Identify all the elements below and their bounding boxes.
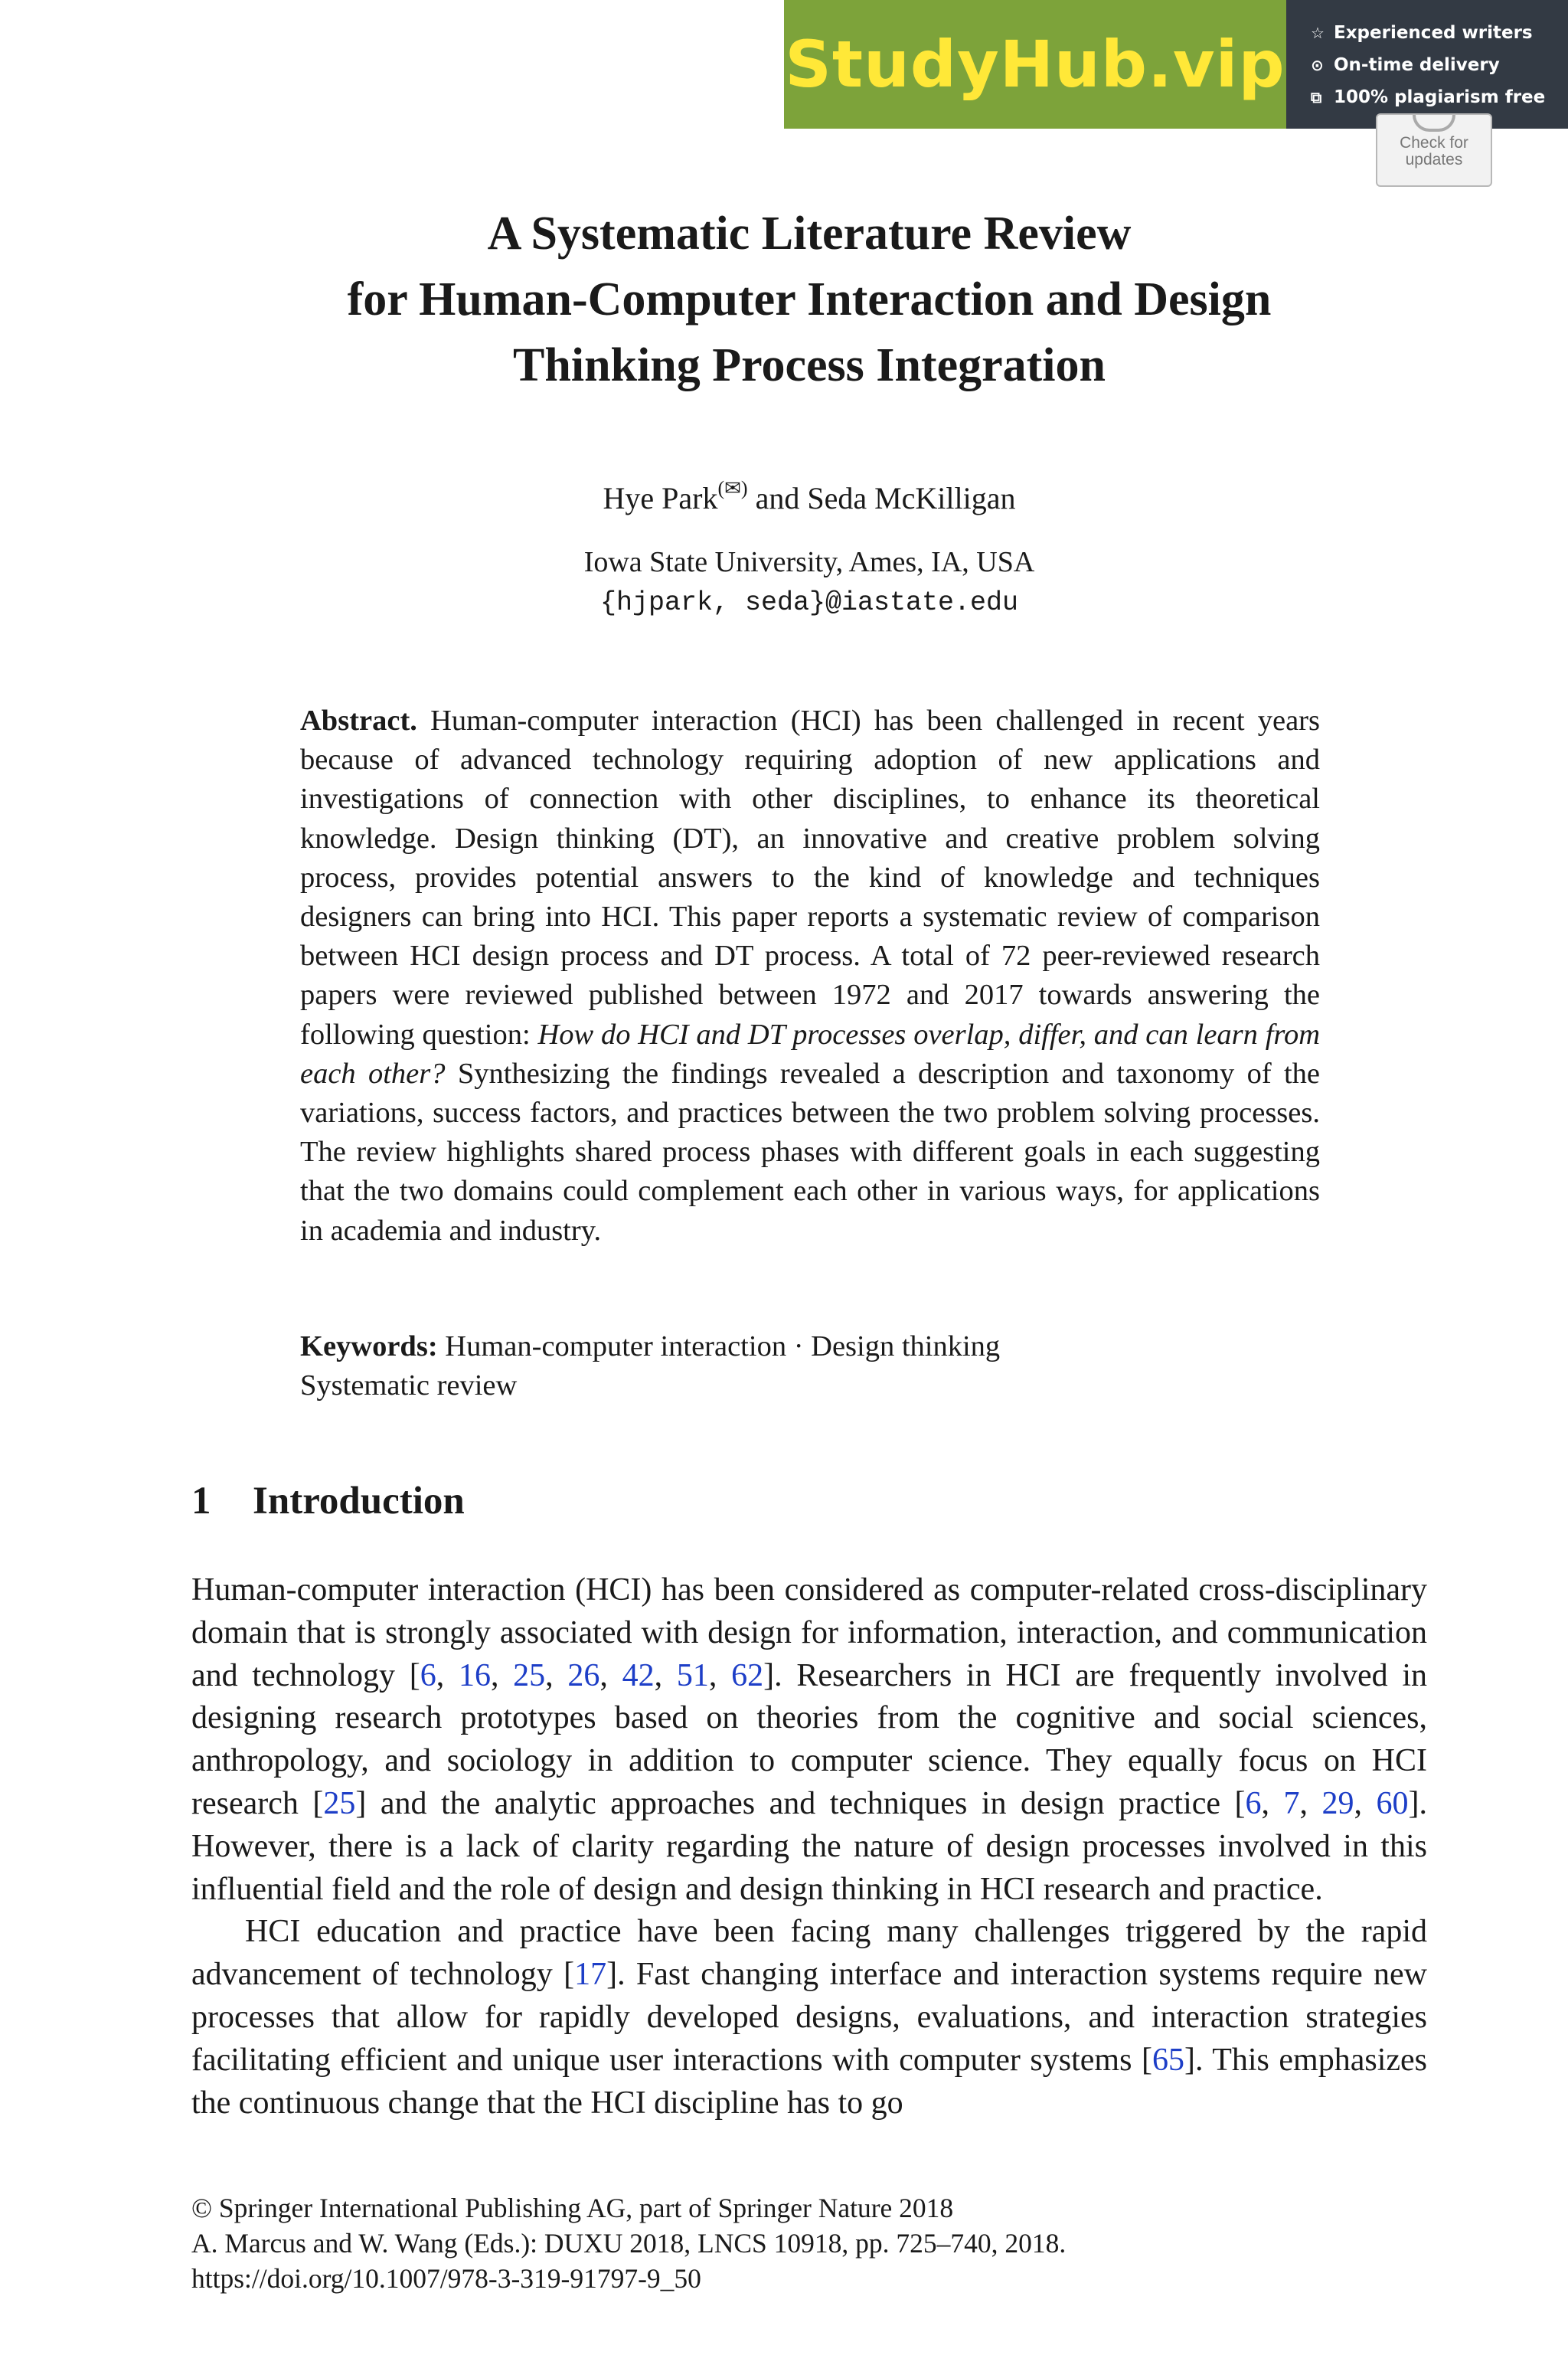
citation-link[interactable]: 6 [420,1657,436,1693]
section-title: Introduction [253,1480,465,1523]
feature-item [1311,49,1568,81]
affiliation: Iowa State University, Ames, IA, USA [583,546,1035,578]
document-check-icon: ⧉ [1311,88,1322,106]
abstract-text: Human-computer interaction (HCI) has been challenged in recent years because of advanced technology requiring adoption of new applications and investigations of connection with other disciplines, to enhance its theoretical knowledge. Design thinking (DT), an innovative and creative problem solving process, provides potential answers to the kind of knowledge and techniques designers can bring into HCI. This paper reports a systematic review of comparison between HCI design process and DT process. A total of 72 peer-reviewed research papers were reviewed published between 1972 and 2017 towards answering the following question: [300,705,1320,1051]
feature-label: 100% plagiarism free [1334,87,1546,107]
abstract-label: Abstract. [300,705,417,737]
paragraph-text: ]. Researchers in HCI are frequently involved in designing research prototypes based on theories from the cognitive and social sciences, anthropology, and sociology in addition to computer science. They equally focus on HCI research [ [191,1657,1428,1821]
author-email[interactable]: {hjpark, seda}@iastate.edu [599,587,1019,618]
author-separator: and [747,481,808,515]
keywords-text: Systematic review [300,1369,518,1402]
corresponding-author-mail-icon[interactable]: (✉) [717,477,748,499]
title-line: Thinking Process Integration [513,339,1106,391]
research-question: How do HCI and DT processes overlap, differ, and can learn from each other? [300,1018,1320,1090]
citation-link[interactable]: 25 [323,1785,356,1821]
feature-label: On-time delivery [1334,55,1500,75]
section-heading [191,1477,465,1526]
paragraph-text: Human-computer interaction (HCI) has been considered as computer-related cross-disciplinary domain that is strongly associated with design for information, interaction, and communication and technology [ [191,1572,1427,1693]
paper-title [0,201,1568,398]
feature-item [1311,81,1568,113]
citation-link[interactable]: 25 [513,1657,546,1693]
paragraph-text: ]. Fast changing interface and interaction systems require new processes that allow for rapidly developed designs, evaluations, and interaction strategies facilitating efficient and unique user interactions with computer systems [ [191,1957,1428,2078]
citation-link[interactable]: 42 [622,1657,655,1693]
updates-label-line1: Check for [1400,134,1468,152]
citation-info: A. Marcus and W. Wang (Eds.): DUXU 2018, LNCS 10918, pp. 725–740, 2018. [191,2228,1067,2259]
paragraph-text: ]. However, there is a lack of clarity regarding the nature of design processes involved in this influential field and the role of design and design thinking in HCI research and practice. [191,1785,1428,1907]
feature-list [1286,0,1568,129]
citation-link[interactable]: 6 [1245,1785,1262,1821]
keywords [300,1327,1320,1405]
keywords-label: Keywords: [300,1330,438,1362]
title-line: A Systematic Literature Review [487,208,1132,260]
author-list [0,467,1568,520]
feature-item [1311,17,1568,49]
crossmark-icon [1413,115,1455,132]
citation-link[interactable]: 29 [1321,1785,1354,1821]
citation-link[interactable]: 51 [676,1657,709,1693]
citation-link[interactable]: 16 [458,1657,491,1693]
paragraph: Human-computer interaction (HCI) has been considered as computer-related cross-disciplinary domain that is strongly associated with design for information, interaction, and communication and technology [6, 16, 25, 26, 42, 51, 62]. Researchers in HCI are frequently involved in designing research prototypes based on theories from the cognitive and social sciences, anthropology, and sociology in addition to computer science. They equally focus on HCI research [25] and the analytic approaches and techniques in design practice [6, 7, 29, 60]. However, there is a lack of clarity regarding the nature of design processes involved in this influential field and the role of design and design thinking in HCI research and practice. [191,1572,1428,1907]
updates-label-line2: updates [1405,151,1463,168]
section-number: 1 [191,1480,211,1523]
doi-link[interactable]: https://doi.org/10.1007/978-3-319-91797-9_50 [191,2263,701,2294]
star-icon: ☆ [1311,24,1325,42]
citation-link[interactable]: 62 [731,1657,764,1693]
paragraph-text: ] and the analytic approaches and techniques in design practice [ [355,1785,1246,1821]
abstract-text: Synthesizing the findings revealed a description and taxonomy of the variations, success factors, and practices between the two problem solving processes. The review highlights shared process phases with different goals in each suggesting that the two domains could complement each other in various ways, for applications in academia and industry. [300,1057,1320,1247]
citation-link[interactable]: 60 [1376,1785,1409,1821]
paragraph-text: ]. This emphasizes the continuous change that the HCI discipline has to go [191,2042,1427,2121]
copyright-notice: © Springer International Publishing AG, part of Springer Nature 2018 [191,2193,954,2223]
abstract [300,702,1320,1251]
citation-link[interactable]: 17 [574,1957,607,1993]
clock-icon: ⊙ [1311,56,1324,74]
ad-banner[interactable] [784,0,1568,129]
section-body [191,1569,1427,2124]
paragraph [191,1911,1427,2124]
publication-footer [191,2190,1427,2296]
author-name: Hye Park [603,481,718,515]
citation-link[interactable]: 26 [567,1657,600,1693]
citation-link[interactable]: 65 [1152,2042,1184,2078]
author-name: Seda McKilligan [807,481,1016,515]
citation-link[interactable]: 7 [1283,1785,1300,1821]
title-line: for Human-Computer Interaction and Design [347,273,1272,325]
check-for-updates-button[interactable] [1376,113,1492,187]
brand-logo[interactable]: StudyHub.vip [785,27,1285,102]
paragraph-text: HCI education and practice have been facing many challenges triggered by the rapid advancement of technology [ [191,1914,1427,1993]
feature-label: Experienced writers [1334,23,1533,43]
keywords-text: Human-computer interaction · Design thinking [437,1330,1001,1362]
